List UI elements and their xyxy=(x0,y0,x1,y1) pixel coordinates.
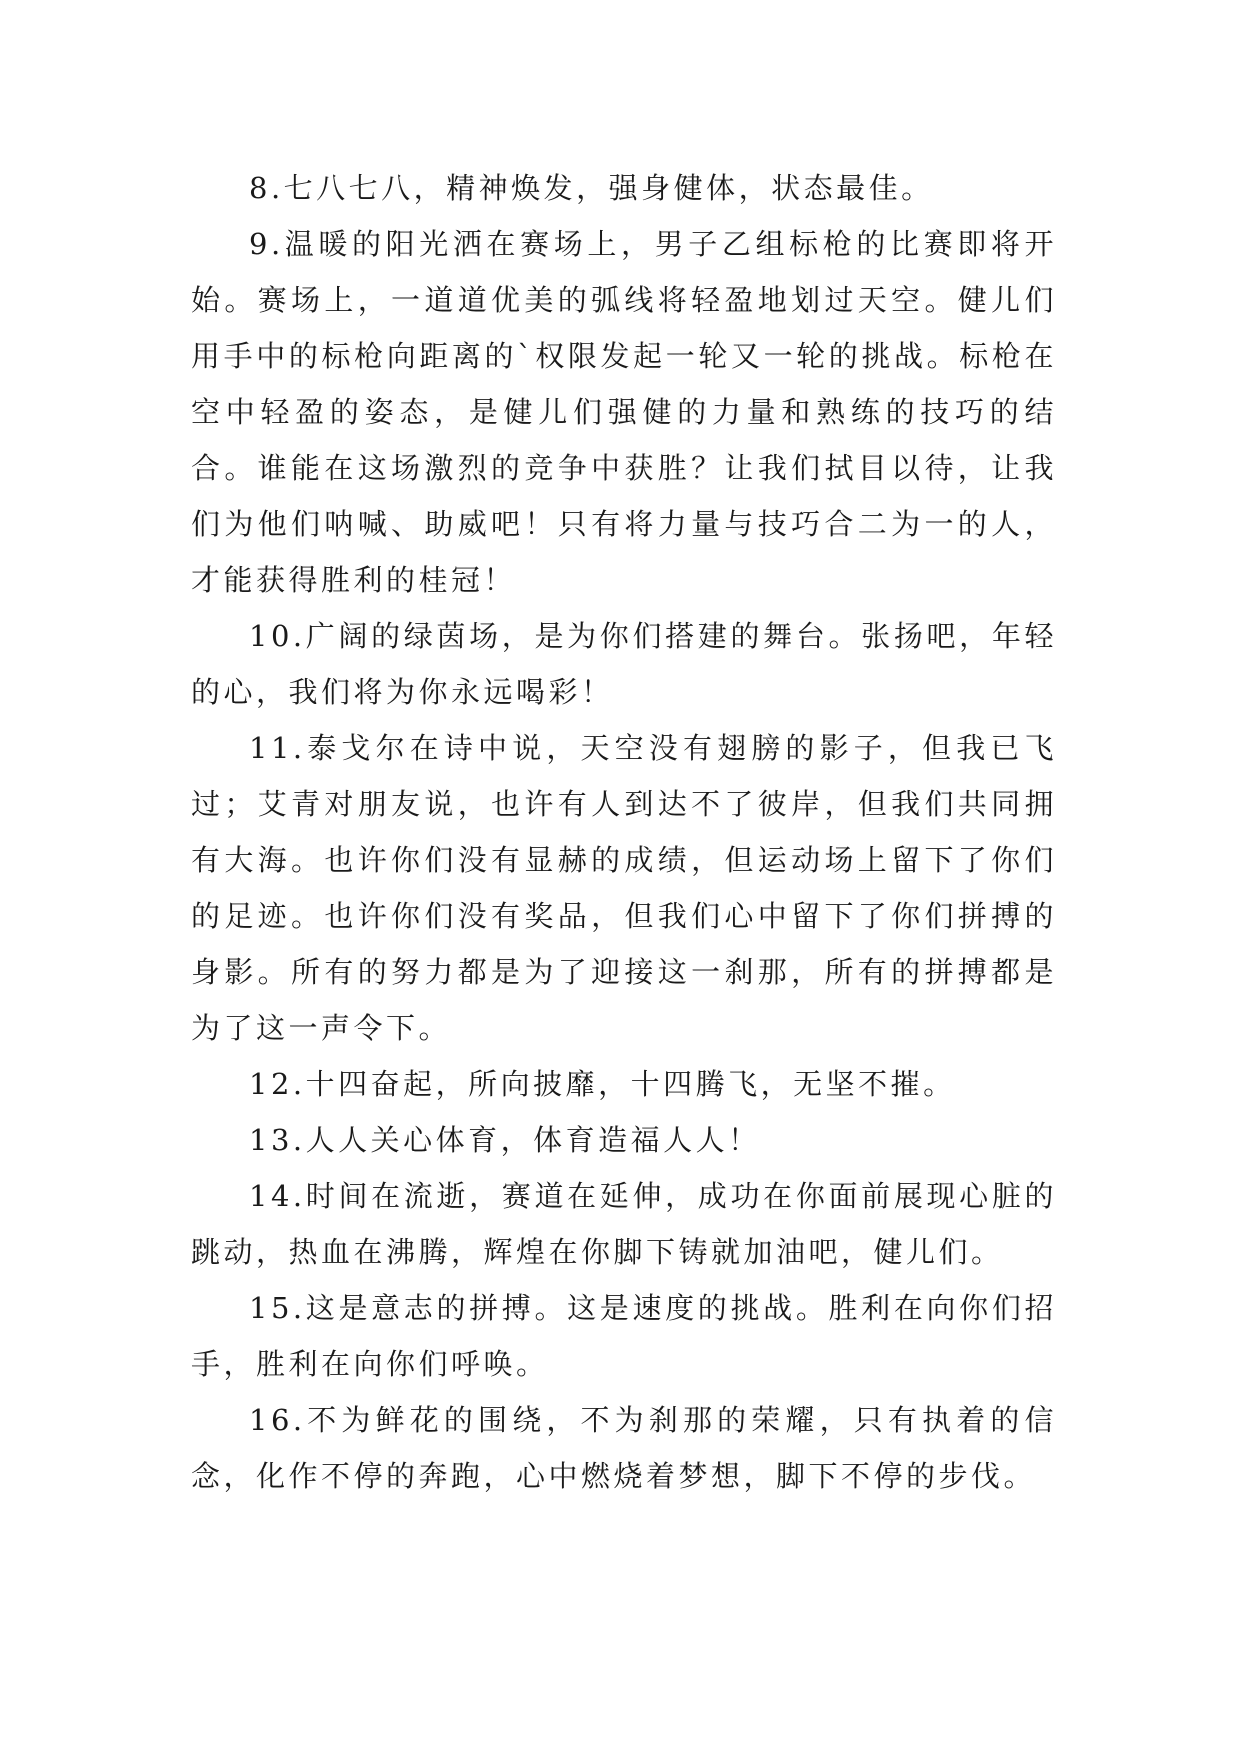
paragraph-13: 13.人人关心体育，体育造福人人！ xyxy=(249,1123,761,1157)
paragraph-14: 14.时间在流逝，赛道在延伸，成功在你面前展现心脏的跳动，热血在沸腾，辉煌在你脚下铸就加油吧，健儿们。 xyxy=(191,1179,1057,1269)
paragraph-9: 9.温暖的阳光洒在赛场上，男子乙组标枪的比赛即将开始。赛场上，一道道优美的弧线将轻盈地划过天空。健儿们用手中的标枪向距离的`权限发起一轮又一轮的挑战。标枪在空中轻盈的姿态，是健儿们强健的力量和熟练的技巧的结合。谁能在这场激烈的竞争中获胜？让我们拭目以待，让我们为他们呐喊、助威吧！只有将力量与技巧合二为一的人，才能获得胜利的桂冠！ xyxy=(191,227,1057,597)
paragraph-12: 12.十四奋起，所向披靡，十四腾飞，无坚不摧。 xyxy=(249,1067,956,1101)
paragraph-16: 16.不为鲜花的围绕，不为刹那的荣耀，只有执着的信念，化作不停的奔跑，心中燃烧着梦想，脚下不停的步伐。 xyxy=(191,1403,1057,1493)
document-body xyxy=(191,160,1057,1504)
paragraph-11: 11.泰戈尔在诗中说，天空没有翅膀的影子，但我已飞过；艾青对朋友说，也许有人到达不了彼岸，但我们共同拥有大海。也许你们没有显赫的成绩，但运动场上留下了你们的足迹。也许你们没有奖品，但我们心中留下了你们拼搏的身影。所有的努力都是为了迎接这一刹那，所有的拼搏都是为了这一声令下。 xyxy=(191,731,1057,1045)
paragraph-15: 15.这是意志的拼搏。这是速度的挑战。胜利在向你们招手，胜利在向你们呼唤。 xyxy=(191,1291,1057,1381)
paragraph-10: 10.广阔的绿茵场，是为你们搭建的舞台。张扬吧，年轻的心，我们将为你永远喝彩！ xyxy=(191,619,1057,709)
paragraph-8: 8.七八七八，精神焕发，强身健体，状态最佳。 xyxy=(249,171,934,205)
